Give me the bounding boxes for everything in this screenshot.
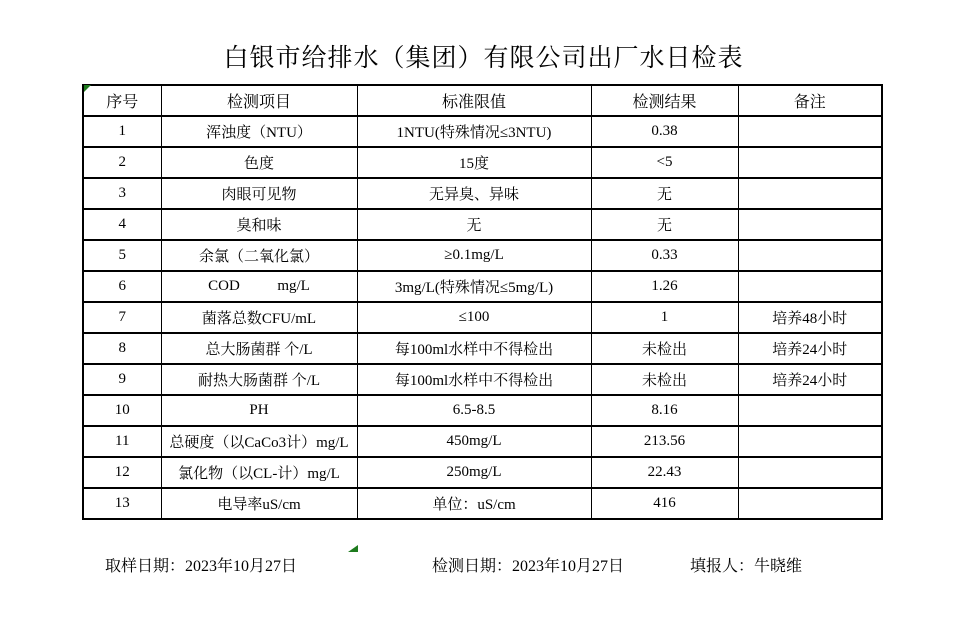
- table-row: [83, 116, 882, 147]
- table-row: [83, 364, 882, 395]
- table-row: [83, 147, 882, 178]
- cell-item: 肉眼可见物: [161, 178, 357, 209]
- cell-note: [738, 209, 882, 240]
- cell-result: <5: [591, 147, 738, 178]
- test-date-label: 检测日期：2023年10月27日: [432, 558, 625, 575]
- cell-note: [738, 395, 882, 426]
- inspection-table: [82, 84, 883, 520]
- cell-note: [738, 488, 882, 519]
- cell-no: 2: [83, 147, 161, 178]
- cell-item: 菌落总数CFU/mL: [161, 302, 357, 333]
- cell-limit: 无异臭、异味: [357, 178, 591, 209]
- cell-no: 3: [83, 178, 161, 209]
- cell-result: 未检出: [591, 333, 738, 364]
- cell-note: [738, 426, 882, 457]
- table-row: [83, 426, 882, 457]
- cell-note: [738, 240, 882, 271]
- cell-result: 8.16: [591, 395, 738, 426]
- cell-item: 耐热大肠菌群 个/L: [161, 364, 357, 395]
- cell-item: PH: [161, 395, 357, 426]
- table-row: [83, 209, 882, 240]
- table-row: [83, 488, 882, 519]
- cell-limit: 每100ml水样中不得检出: [357, 364, 591, 395]
- cell-note: [738, 116, 882, 147]
- cell-no: 9: [83, 364, 161, 395]
- table-bottom-marker-icon: [348, 545, 358, 552]
- cell-item: 电导率uS/cm: [161, 488, 357, 519]
- cell-result: 1.26: [591, 271, 738, 302]
- reporter-label: 填报人：牛晓维: [690, 558, 803, 575]
- cell-no: 5: [83, 240, 161, 271]
- cell-result: 416: [591, 488, 738, 519]
- cell-limit: 250mg/L: [357, 457, 591, 488]
- cell-item: 浑浊度（NTU）: [161, 116, 357, 147]
- cell-no: 7: [83, 302, 161, 333]
- table-row: [83, 240, 882, 271]
- column-header-note: 备注: [738, 85, 882, 116]
- cell-no: 12: [83, 457, 161, 488]
- cell-result: 无: [591, 178, 738, 209]
- cell-corner-marker-icon: [84, 85, 91, 92]
- cell-item: 臭和味: [161, 209, 357, 240]
- column-header-item: 检测项目: [161, 85, 357, 116]
- cell-no: 1: [83, 116, 161, 147]
- cell-item: 氯化物（以CL-计）mg/L: [161, 457, 357, 488]
- cell-limit: 1NTU(特殊情况≤3NTU): [357, 116, 591, 147]
- column-header-result: 检测结果: [591, 85, 738, 116]
- cell-note: [738, 271, 882, 302]
- cell-limit: ≤100: [357, 302, 591, 333]
- cell-no: 11: [83, 426, 161, 457]
- cell-limit: 单位：uS/cm: [357, 488, 591, 519]
- cell-note: 培养48小时: [738, 302, 882, 333]
- table-row: [83, 333, 882, 364]
- cell-limit: 6.5-8.5: [357, 395, 591, 426]
- column-header-limit: 标准限值: [357, 85, 591, 116]
- cell-no: 10: [83, 395, 161, 426]
- cell-result: 无: [591, 209, 738, 240]
- cell-result: 22.43: [591, 457, 738, 488]
- cell-no: 6: [83, 271, 161, 302]
- cell-note: [738, 457, 882, 488]
- cell-result: 未检出: [591, 364, 738, 395]
- cell-no: 8: [83, 333, 161, 364]
- cell-note: [738, 178, 882, 209]
- cell-item: 总大肠菌群 个/L: [161, 333, 357, 364]
- cell-no: 13: [83, 488, 161, 519]
- cell-result: 0.38: [591, 116, 738, 147]
- cell-item: 余氯（二氧化氯）: [161, 240, 357, 271]
- cell-limit: 3mg/L(特殊情况≤5mg/L): [357, 271, 591, 302]
- cell-note: 培养24小时: [738, 364, 882, 395]
- cell-limit: ≥0.1mg/L: [357, 240, 591, 271]
- page-title: 白银市给排水（集团）有限公司出厂水日检表: [223, 45, 744, 72]
- cell-item: 色度: [161, 147, 357, 178]
- header-row: [83, 85, 882, 116]
- cell-result: 1: [591, 302, 738, 333]
- cell-item: COD mg/L: [161, 271, 357, 302]
- cell-result: 213.56: [591, 426, 738, 457]
- cell-limit: 15度: [357, 147, 591, 178]
- cell-limit: 450mg/L: [357, 426, 591, 457]
- column-header-no: 序号: [83, 85, 161, 116]
- footer: [0, 553, 967, 618]
- cell-no: 4: [83, 209, 161, 240]
- cell-note: [738, 147, 882, 178]
- table-row: [83, 271, 882, 302]
- cell-limit: 每100ml水样中不得检出: [357, 333, 591, 364]
- sample-date-label: 取样日期：2023年10月27日: [105, 558, 298, 575]
- cell-result: 0.33: [591, 240, 738, 271]
- cell-note: 培养24小时: [738, 333, 882, 364]
- table-row: [83, 302, 882, 333]
- table-row: [83, 395, 882, 426]
- table-row: [83, 457, 882, 488]
- table-row: [83, 178, 882, 209]
- cell-item: 总硬度（以CaCo3计）mg/L: [161, 426, 357, 457]
- cell-limit: 无: [357, 209, 591, 240]
